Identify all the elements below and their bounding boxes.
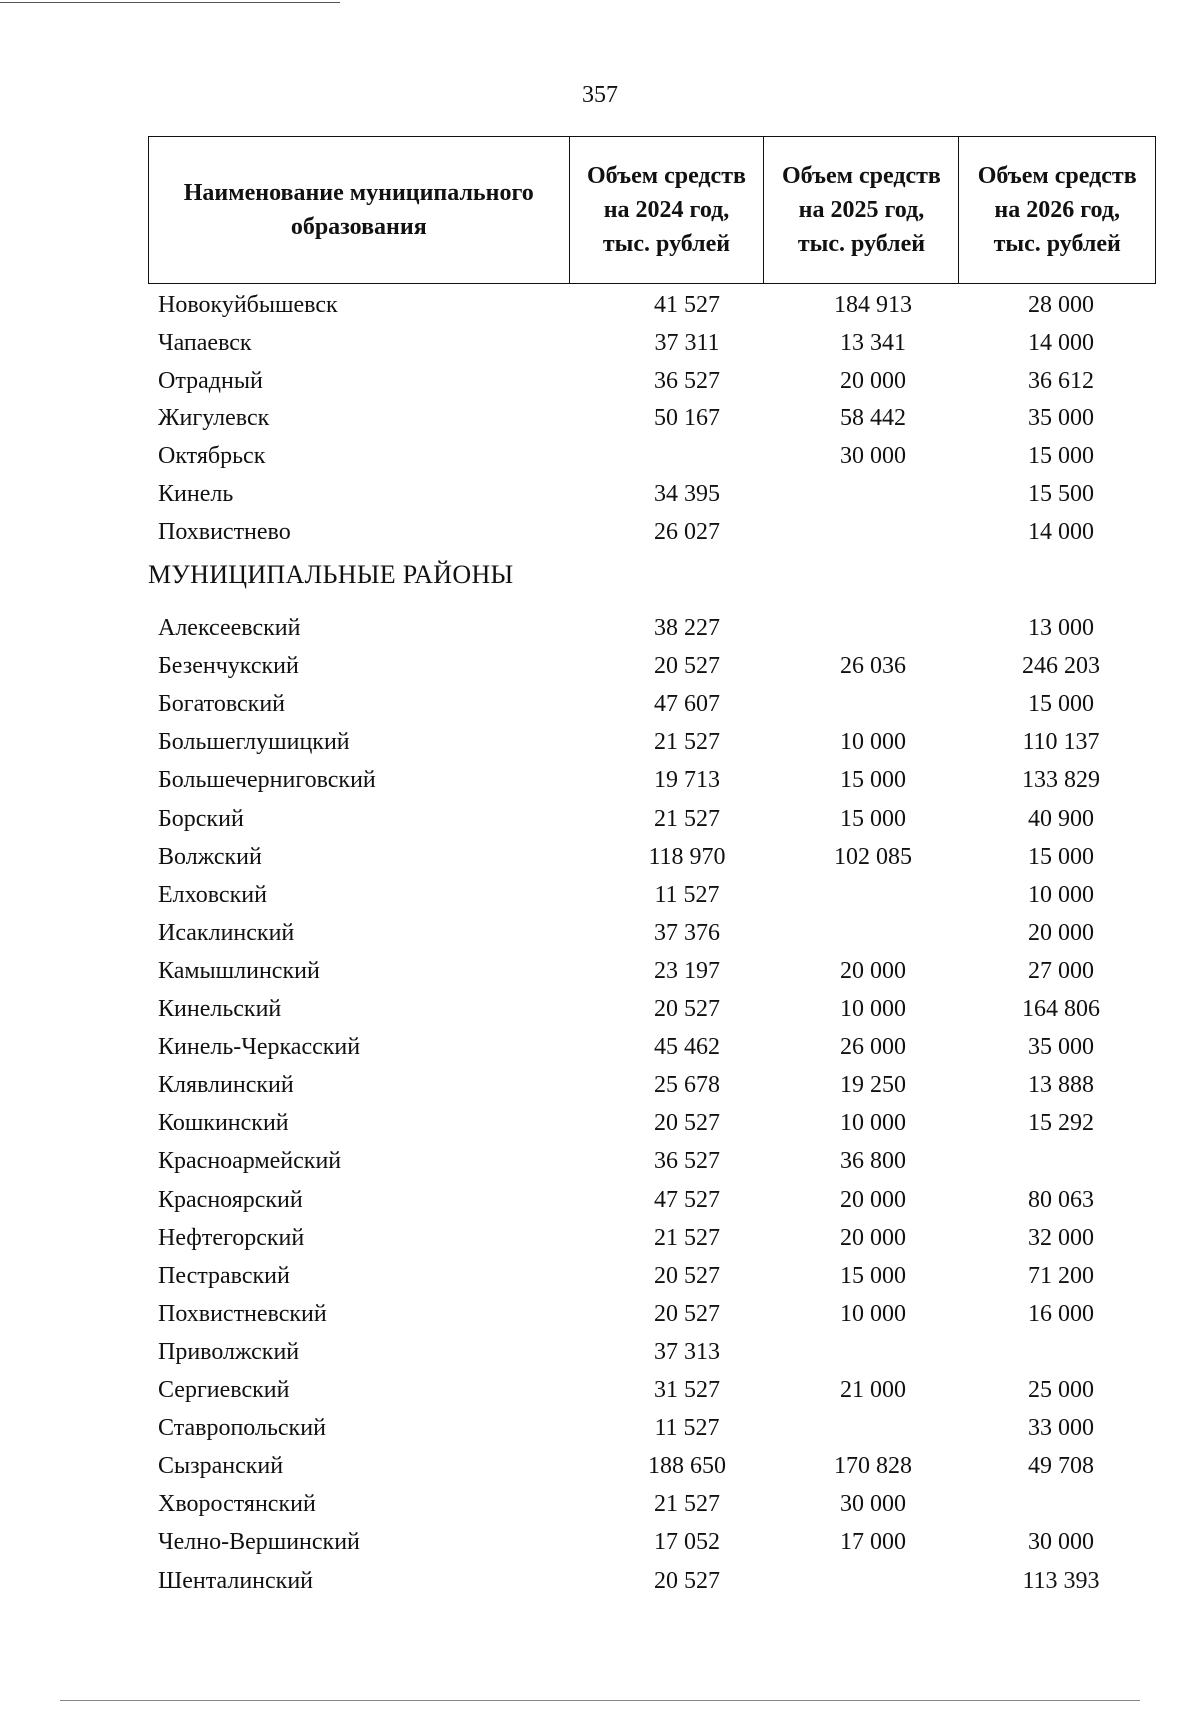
value-2024: 47 607 [654, 691, 720, 718]
table-header [148, 136, 1156, 284]
table-row [148, 399, 1156, 437]
value-2026: 10 000 [1028, 881, 1094, 908]
value-2025: 13 341 [840, 329, 906, 356]
value-2024: 41 527 [654, 292, 720, 318]
table-row [148, 1066, 1156, 1104]
row-name: Большеглушицкий [158, 729, 350, 756]
table-row [148, 723, 1156, 761]
value-2026: 49 708 [1028, 1453, 1094, 1480]
row-name: Пестравский [158, 1262, 290, 1289]
header-2026-column: Объем средств на 2026 год, тыс. рублей [959, 137, 1156, 284]
value-2026: 133 829 [1022, 767, 1100, 794]
value-2024: 17 052 [654, 1529, 720, 1556]
table-row [148, 800, 1156, 838]
value-2024: 25 678 [654, 1072, 720, 1099]
row-name: Безенчукский [158, 653, 299, 680]
value-2025: 15 000 [840, 767, 906, 794]
row-name: Ставропольский [158, 1415, 326, 1442]
value-2024: 11 527 [654, 1415, 720, 1442]
value-2026: 35 000 [1028, 405, 1094, 432]
value-2025: 17 000 [840, 1529, 906, 1556]
value-2024: 20 527 [654, 996, 720, 1022]
value-2026: 33 000 [1028, 1415, 1094, 1442]
value-2025: 10 000 [840, 1110, 906, 1137]
value-2024: 21 527 [654, 729, 720, 756]
value-2025: 26 036 [840, 653, 906, 680]
value-2026: 14 000 [1028, 329, 1094, 356]
row-name: Большечерниговский [158, 767, 376, 794]
table-row [148, 513, 1156, 551]
value-2026: 28 000 [1028, 292, 1094, 318]
value-2024: 26 027 [654, 518, 720, 545]
table-row [148, 990, 1156, 1028]
value-2024: 118 970 [648, 843, 726, 870]
row-name: Жигулевск [158, 405, 270, 432]
row-name: Чапаевск [158, 329, 252, 356]
row-name: Елховский [158, 881, 267, 908]
value-2025: 36 800 [840, 1148, 906, 1175]
row-name: Октябрьск [158, 443, 266, 470]
value-2025: 20 000 [840, 1224, 906, 1251]
row-name: Шенталинский [158, 1567, 314, 1594]
row-name: Челно-Вершинский [158, 1529, 360, 1556]
value-2026: 71 200 [1028, 1262, 1094, 1289]
value-2026: 13 000 [1028, 615, 1094, 641]
value-2025: 20 000 [840, 1186, 906, 1213]
row-name: Красноярский [158, 1186, 303, 1213]
table-row [148, 1409, 1156, 1447]
value-2025: 170 828 [834, 1453, 912, 1480]
value-2026: 246 203 [1022, 653, 1100, 680]
value-2024: 21 527 [654, 1224, 720, 1251]
value-2026: 110 137 [1022, 729, 1100, 756]
value-2026: 15 000 [1028, 691, 1094, 718]
value-2024: 21 527 [654, 1491, 720, 1518]
table-row [148, 324, 1156, 362]
row-name: Новокуйбышевск [158, 292, 338, 318]
page-number: 357 [582, 82, 618, 108]
value-2026: 20 000 [1028, 919, 1094, 946]
table-row [148, 1562, 1156, 1600]
table-row [148, 609, 1156, 647]
value-2024: 20 527 [654, 1262, 720, 1289]
table-row [148, 1523, 1156, 1561]
table-row [148, 362, 1156, 400]
value-2024: 34 395 [654, 481, 720, 507]
bottom-edge-rule [60, 1700, 1140, 1701]
table-row [148, 1257, 1156, 1295]
section-title: МУНИЦИПАЛЬНЫЕ РАЙОНЫ [148, 560, 514, 589]
row-name: Кинельский [158, 996, 282, 1022]
value-2026: 25 000 [1028, 1377, 1094, 1403]
value-2025: 58 442 [840, 405, 906, 432]
value-2024: 19 713 [654, 767, 720, 794]
value-2025: 15 000 [840, 805, 906, 832]
header-2024-column: Объем средств на 2024 год, тыс. рублей [569, 137, 764, 284]
row-name: Богатовский [158, 691, 286, 718]
top-edge-rule [0, 2, 340, 3]
value-2024: 37 313 [654, 1338, 720, 1365]
value-2026: 16 000 [1028, 1300, 1094, 1327]
row-name: Волжский [158, 843, 262, 870]
value-2026: 113 393 [1022, 1567, 1100, 1594]
value-2026: 35 000 [1028, 1034, 1094, 1061]
value-2026: 13 888 [1028, 1072, 1094, 1099]
value-2025: 19 250 [840, 1072, 906, 1099]
value-2026: 40 900 [1028, 805, 1094, 832]
value-2024: 31 527 [654, 1377, 720, 1403]
table-row [148, 838, 1156, 876]
value-2026: 14 000 [1028, 518, 1094, 545]
row-name: Приволжский [158, 1338, 300, 1365]
value-2024: 50 167 [654, 405, 720, 432]
row-name: Отрадный [158, 367, 263, 394]
table-row [148, 685, 1156, 723]
table-row [148, 475, 1156, 513]
value-2024: 20 527 [654, 1300, 720, 1327]
value-2024: 20 527 [654, 1110, 720, 1137]
value-2024: 45 462 [654, 1034, 720, 1061]
value-2025: 184 913 [834, 292, 912, 318]
value-2026: 164 806 [1022, 996, 1100, 1022]
value-2024: 21 527 [654, 805, 720, 832]
table-row [148, 914, 1156, 952]
value-2024: 23 197 [654, 957, 720, 984]
table-row [148, 876, 1156, 914]
row-name: Кошкинский [158, 1110, 289, 1137]
table-row [148, 1104, 1156, 1142]
value-2026: 15 000 [1028, 843, 1094, 870]
value-2024: 38 227 [654, 615, 720, 641]
row-name: Похвистнево [158, 518, 291, 545]
row-name: Хворостянский [158, 1491, 316, 1518]
value-2024: 37 376 [654, 919, 720, 946]
row-name: Кинель [158, 481, 234, 507]
table-row [148, 1485, 1156, 1523]
value-2025: 102 085 [834, 843, 912, 870]
row-name: Красноармейский [158, 1148, 342, 1175]
table-row [148, 1371, 1156, 1409]
row-name: Борский [158, 805, 244, 832]
row-name: Клявлинский [158, 1072, 294, 1099]
table-row [148, 1142, 1156, 1180]
table-row [148, 1219, 1156, 1257]
table-row [148, 1295, 1156, 1333]
value-2025: 26 000 [840, 1034, 906, 1061]
value-2024: 37 311 [654, 329, 720, 356]
value-2025: 10 000 [840, 996, 906, 1022]
value-2025: 21 000 [840, 1377, 906, 1403]
table-row [148, 647, 1156, 685]
table-row [148, 1181, 1156, 1219]
row-name: Алексеевский [158, 615, 301, 641]
value-2024: 36 527 [654, 367, 720, 394]
value-2025: 20 000 [840, 367, 906, 394]
row-name: Камышлинский [158, 957, 320, 984]
value-2024: 11 527 [654, 881, 720, 908]
value-2025: 10 000 [840, 1300, 906, 1327]
table-row [148, 1028, 1156, 1066]
value-2024: 36 527 [654, 1148, 720, 1175]
value-2025: 30 000 [840, 1491, 906, 1518]
row-name: Похвистневский [158, 1300, 327, 1327]
header-2025-column: Объем средств на 2025 год, тыс. рублей [764, 137, 959, 284]
table-row [148, 1447, 1156, 1485]
row-name: Сергиевский [158, 1377, 290, 1403]
row-name: Кинель-Черкасский [158, 1034, 361, 1061]
value-2025: 20 000 [840, 957, 906, 984]
value-2026: 80 063 [1028, 1186, 1094, 1213]
value-2024: 20 527 [654, 1567, 720, 1594]
value-2025: 10 000 [840, 729, 906, 756]
header-name-column: Наименование муниципального образования [149, 137, 570, 284]
row-name: Исаклинский [158, 919, 295, 946]
row-name: Сызранский [158, 1453, 284, 1480]
table-row [148, 761, 1156, 799]
value-2026: 27 000 [1028, 957, 1094, 984]
value-2025: 30 000 [840, 443, 906, 470]
value-2026: 15 292 [1028, 1110, 1094, 1137]
value-2026: 15 500 [1028, 481, 1094, 507]
table-row [148, 952, 1156, 990]
value-2025: 15 000 [840, 1262, 906, 1289]
table-row [148, 437, 1156, 475]
value-2024: 20 527 [654, 653, 720, 680]
value-2024: 47 527 [654, 1186, 720, 1213]
value-2026: 32 000 [1028, 1224, 1094, 1251]
table-row [148, 286, 1156, 324]
value-2026: 30 000 [1028, 1529, 1094, 1556]
table-row [148, 1333, 1156, 1371]
value-2026: 36 612 [1028, 367, 1094, 394]
value-2026: 15 000 [1028, 443, 1094, 470]
row-name: Нефтегорский [158, 1224, 305, 1251]
value-2024: 188 650 [648, 1453, 726, 1480]
